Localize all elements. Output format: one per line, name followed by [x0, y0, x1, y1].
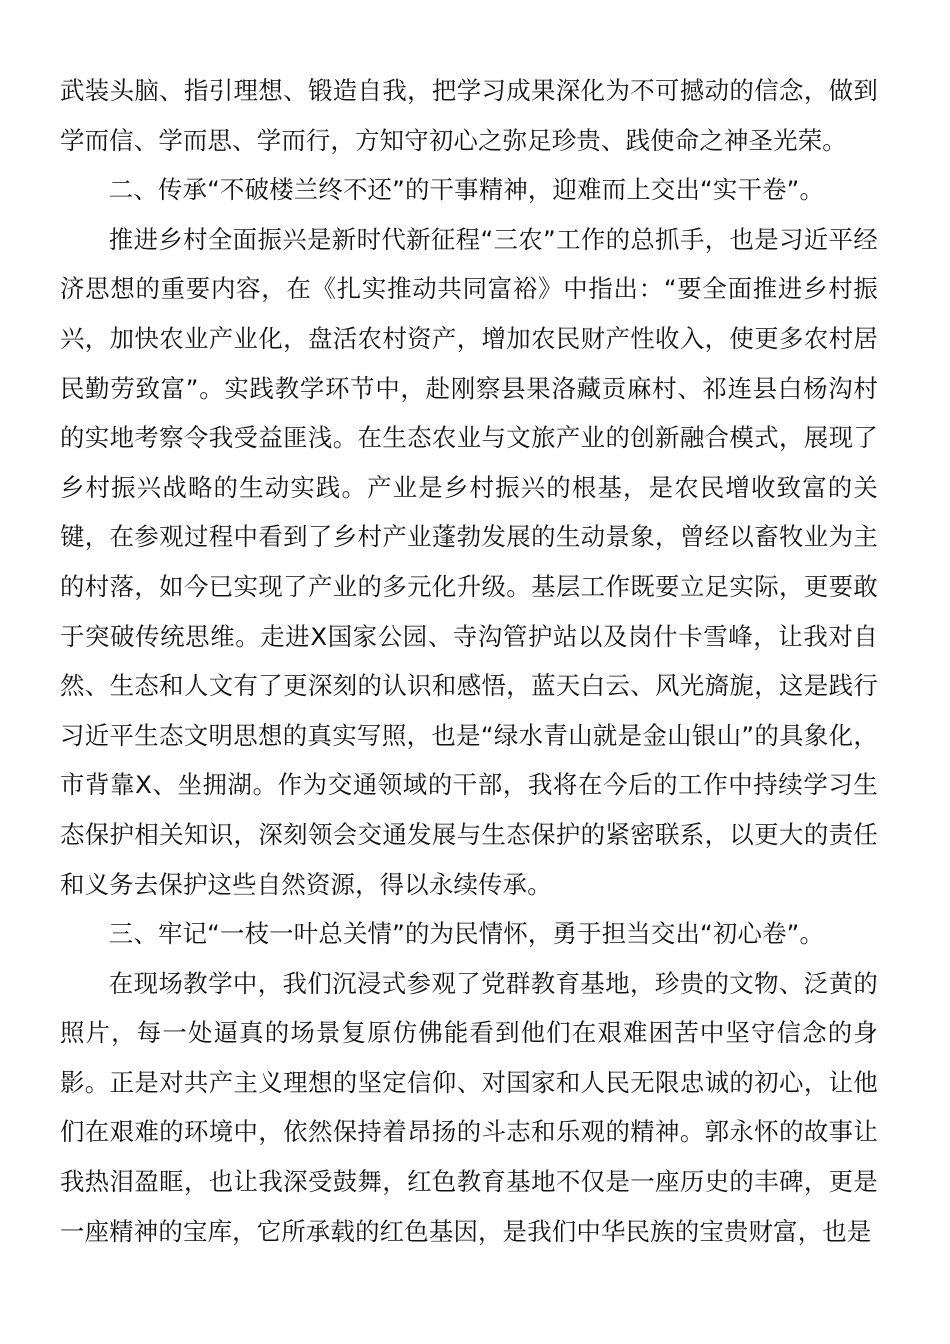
- document-page: [60, 66, 878, 1256]
- section-heading-3: 三、牢记“一枝一叶总关情”的为民情怀，勇于担当交出“初心卷”。: [108, 919, 825, 949]
- section-heading-2: 二、传承“不破楼兰终不还”的干事精神，迎难而上交出“实干卷”。: [108, 175, 825, 205]
- paragraph-continuation: 武装头脑、指引理想、锻造自我，把学习成果深化为不可撼动的信念，做到学而信、学而思、学而行，方知守初心之弥足珍贵、践使命之神圣光荣。: [60, 76, 878, 155]
- paragraph-red-education: 在现场教学中，我们沉浸式参观了党群教育基地，珍贵的文物、泛黄的照片，每一处逼真的场景复原仿佛能看到他们在艰难困苦中坚守信念的身影。正是对共产主义理想的坚定信仰、对国家和人民无限忠诚的初心，让他们在艰难的环境中，依然保持着昂扬的斗志和乐观的精神。郭永怀的故事让我热泪盈眶，也让我深受鼓舞，红色教育基地不仅是一座历史的丰碑，更是一座精神的宝库，它所承载的红色基因，是我们中华民族的宝贵财富，也是: [60, 968, 878, 1246]
- paragraph-rural-revitalization: 推进乡村全面振兴是新时代新征程“三农”工作的总抓手，也是习近平经济思想的重要内容，在《扎实推动共同富裕》中指出：“要全面推进乡村振兴，加快农业产业化，盘活农村资产，增加农民财产性收入，使更多农村居民勤劳致富”。实践教学环节中，赴刚察县果洛藏贡麻村、祁连县白杨沟村的实地考察令我受益匪浅。在生态农业与文旅产业的创新融合模式，展现了乡村振兴战略的生动实践。产业是乡村振兴的根基，是农民增收致富的关键，在参观过程中看到了乡村产业蓬勃发展的生动景象，曾经以畜牧业为主的村落，如今已实现了产业的多元化升级。基层工作既要立足实际，更要敢于突破传统思维。走进X国家公园、寺沟管护站以及岗什卡雪峰，让我对自然、生态和人文有了更深刻的认识和感悟，蓝天白云、风光旖旎，这是践行习近平生态文明思想的真实写照，也是“绿水青山就是金山银山”的具象化，市背靠X、坐拥湖。作为交通领域的干部，我将在今后的工作中持续学习生态保护相关知识，深刻领会交通发展与生态保护的紧密联系，以更大的责任和义务去保护这些自然资源，得以永续传承。: [60, 224, 878, 899]
